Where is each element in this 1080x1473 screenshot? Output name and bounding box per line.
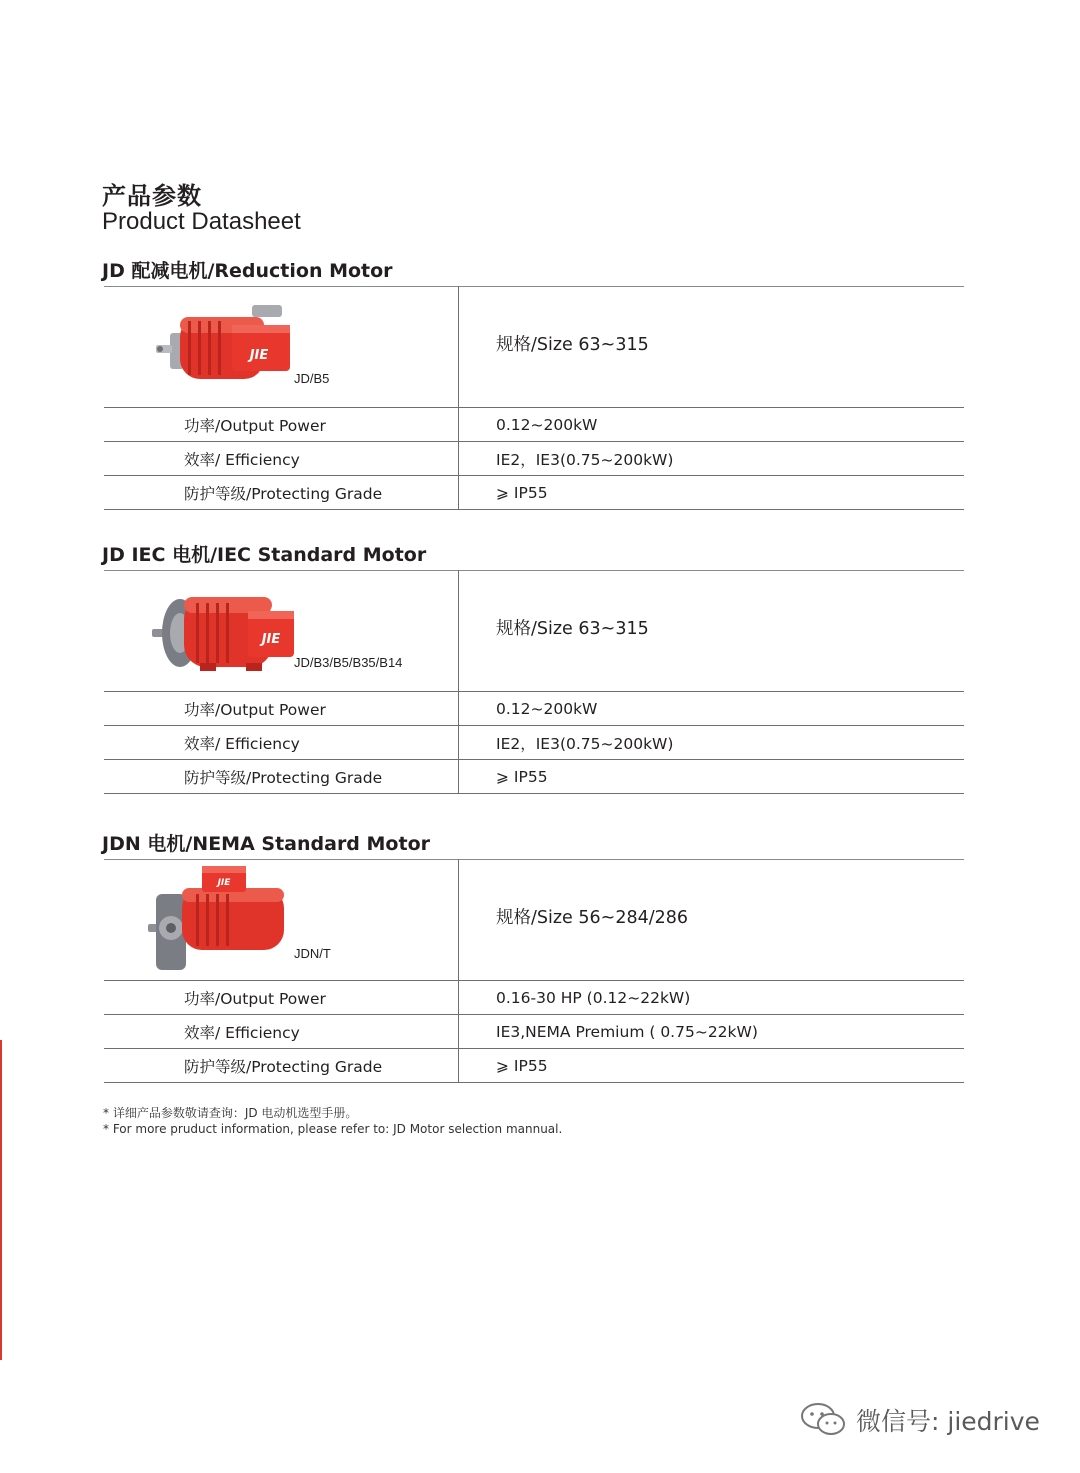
model-label: JD/B5 — [294, 371, 330, 386]
spec-value: 0.12~200kW — [459, 692, 965, 726]
spec-label: 防护等级/Protecting Grade — [104, 760, 459, 794]
wechat-icon — [800, 1402, 848, 1438]
motor-image — [150, 577, 300, 675]
spec-table — [104, 286, 964, 510]
spec-value: ⩾ IP55 — [459, 760, 965, 794]
spec-value: ⩾ IP55 — [459, 1049, 965, 1083]
table-row — [104, 692, 964, 726]
motor-image-cell — [104, 287, 459, 408]
motor-logo: JIE — [249, 348, 269, 363]
page-title-en: Product Datasheet — [102, 208, 301, 235]
page-edge-mark — [0, 1040, 2, 1360]
spec-value: ⩾ IP55 — [459, 476, 965, 510]
table-row — [104, 1049, 964, 1083]
spec-label: 效率/ Efficiency — [104, 1015, 459, 1049]
spec-label: 防护等级/Protecting Grade — [104, 1049, 459, 1083]
motor-logo: JIE — [217, 878, 231, 888]
size-value: 规格/Size 56~284/286 — [459, 860, 965, 981]
motor-image-cell — [104, 571, 459, 692]
spec-label: 功率/Output Power — [104, 408, 459, 442]
section-title: JDN 电机/NEMA Standard Motor — [102, 833, 430, 855]
motor-image — [148, 866, 298, 970]
watermark-text: 微信号: jiedrive — [856, 1407, 1040, 1436]
size-value: 规格/Size 63~315 — [459, 287, 965, 408]
image-row — [104, 287, 964, 408]
table-row — [104, 760, 964, 794]
spec-table — [104, 570, 964, 794]
spec-value: IE2，IE3(0.75~200kW) — [459, 442, 965, 476]
motor-image-cell — [104, 860, 459, 981]
footnote-en: * For more pruduct information, please refer to: JD Motor selection mannual. — [103, 1122, 563, 1136]
page-title-cn: 产品参数 — [102, 182, 202, 210]
table-row — [104, 981, 964, 1015]
footnote-cn: * 详细产品参数敬请查询：JD 电动机选型手册。 — [103, 1106, 358, 1120]
table-row — [104, 408, 964, 442]
spec-value: 0.16-30 HP (0.12~22kW) — [459, 981, 965, 1015]
spec-value: 0.12~200kW — [459, 408, 965, 442]
spec-label: 效率/ Efficiency — [104, 442, 459, 476]
model-label: JD/B3/B5/B35/B14 — [294, 655, 403, 670]
table-row — [104, 442, 964, 476]
spec-label: 功率/Output Power — [104, 692, 459, 726]
spec-value: IE2，IE3(0.75~200kW) — [459, 726, 965, 760]
motor-logo: JIE — [261, 632, 281, 647]
section-title: JD 配减电机/Reduction Motor — [102, 260, 393, 282]
spec-value: IE3,NEMA Premium ( 0.75~22kW) — [459, 1015, 965, 1049]
table-row — [104, 1015, 964, 1049]
image-row — [104, 571, 964, 692]
size-value: 规格/Size 63~315 — [459, 571, 965, 692]
spec-label: 防护等级/Protecting Grade — [104, 476, 459, 510]
motor-image — [148, 293, 298, 391]
spec-table — [104, 859, 964, 1083]
spec-label: 功率/Output Power — [104, 981, 459, 1015]
spec-label: 效率/ Efficiency — [104, 726, 459, 760]
section-title: JD IEC 电机/IEC Standard Motor — [102, 544, 427, 566]
table-row — [104, 726, 964, 760]
model-label: JDN/T — [294, 946, 331, 961]
image-row — [104, 860, 964, 981]
watermark — [800, 1402, 1040, 1438]
table-row — [104, 476, 964, 510]
